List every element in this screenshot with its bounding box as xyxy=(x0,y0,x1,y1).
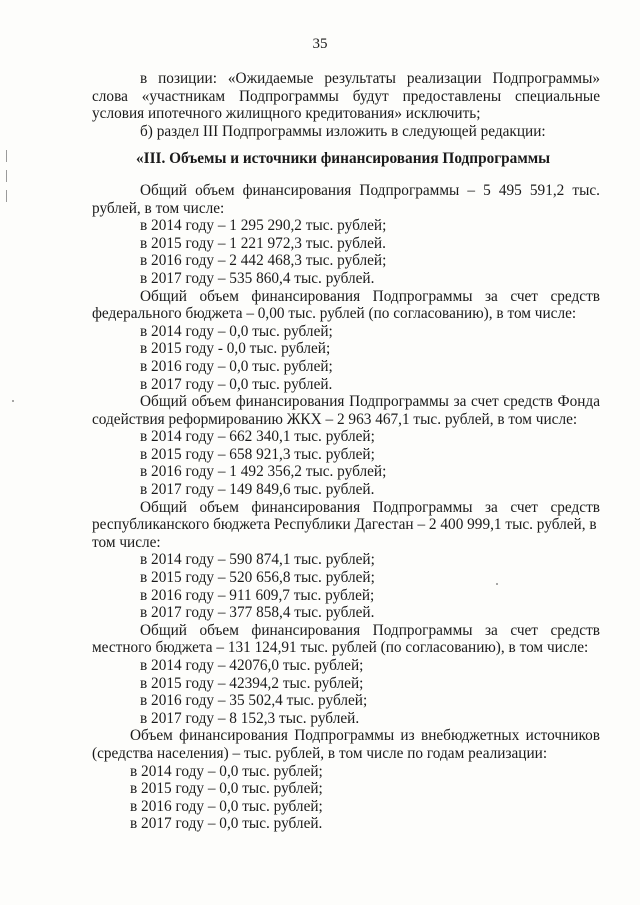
intro-line: слова «участникам Подпрограммы будут предоставлены специальные xyxy=(92,87,600,105)
page-number: 35 xyxy=(312,36,328,52)
intro-line: условия ипотечного жилищного кредитования» исключить; xyxy=(92,105,481,123)
republic-paragraph: республиканского бюджета Республики Дагестан – 2 400 999,1 тыс. рублей, в xyxy=(92,516,597,534)
federal-paragraph: Общий объем финансирования Подпрограммы за счет средств xyxy=(140,287,600,305)
extra-paragraph: Объем финансирования Подпрограммы из внебюджетных источников xyxy=(130,727,600,745)
total-paragraph: рублей, в том числе: xyxy=(92,199,225,217)
year-line: в 2014 году – 0,0 тыс. рублей; xyxy=(130,762,323,780)
year-line: в 2015 году – 658 921,3 тыс. рублей; xyxy=(140,445,375,463)
document-body xyxy=(92,70,600,833)
year-line: в 2015 году - 0,0 тыс. рублей; xyxy=(140,340,331,358)
year-line: в 2015 году – 0,0 тыс. рублей; xyxy=(130,780,323,798)
scan-speck xyxy=(12,400,14,402)
year-line: в 2014 году – 42076,0 тыс. рублей; xyxy=(140,657,364,674)
total-paragraph: Общий объем финансирования Подпрограммы – 5 495 591,2 тыс. xyxy=(140,181,600,199)
year-line: в 2016 году – 1 492 356,2 тыс. рублей; xyxy=(140,463,387,481)
republic-paragraph: том числе: xyxy=(92,533,161,551)
scan-binding-marks xyxy=(6,150,10,230)
year-line: в 2017 году – 149 849,6 тыс. рублей. xyxy=(140,481,375,499)
fund-paragraph: Общий объем финансирования Подпрограммы за счет средств Фонда xyxy=(140,393,600,411)
year-line: в 2015 году – 42394,2 тыс. рублей; xyxy=(140,674,364,692)
year-line: в 2017 году – 0,0 тыс. рублей. xyxy=(130,815,323,833)
intro-line: б) раздел III Подпрограммы изложить в следующей редакции: xyxy=(140,122,546,140)
year-line: в 2016 году – 0,0 тыс. рублей; xyxy=(140,357,333,375)
local-paragraph: местного бюджета – 131 124,91 тыс. рублей (по согласованию), в том числе: xyxy=(92,639,589,657)
republic-paragraph: Общий объем финансирования Подпрограммы за счет средств xyxy=(140,498,600,516)
year-line: в 2016 году – 2 442 468,3 тыс. рублей; xyxy=(140,252,387,270)
year-line: в 2014 году – 590 874,1 тыс. рублей; xyxy=(140,551,375,569)
intro-line: в позиции: «Ожидаемые результаты реализации Подпрограммы» xyxy=(140,70,600,87)
fund-paragraph: содействия реформированию ЖКХ – 2 963 467,1 тыс. рублей, в том числе: xyxy=(92,410,578,428)
year-line: в 2017 году – 8 152,3 тыс. рублей. xyxy=(140,709,360,727)
year-line: в 2014 году – 1 295 290,2 тыс. рублей; xyxy=(140,217,387,235)
year-line: в 2017 году – 535 860,4 тыс. рублей. xyxy=(140,269,375,287)
local-paragraph: Общий объем финансирования Подпрограммы за счет средств xyxy=(140,621,600,639)
year-line: в 2015 году – 520 656,8 тыс. рублей; xyxy=(140,569,375,587)
federal-paragraph: федерального бюджета – 0,00 тыс. рублей (по согласованию), в том числе: xyxy=(92,305,577,323)
year-line: в 2016 году – 0,0 тыс. рублей; xyxy=(130,797,323,815)
year-line: в 2016 году – 35 502,4 тыс. рублей; xyxy=(140,692,368,710)
year-line: в 2014 году – 662 340,1 тыс. рублей; xyxy=(140,428,375,446)
year-line: в 2017 году – 377 858,4 тыс. рублей. xyxy=(140,604,375,622)
year-line: в 2017 году – 0,0 тыс. рублей. xyxy=(140,375,333,393)
year-line: в 2014 году – 0,0 тыс. рублей; xyxy=(140,322,333,340)
extra-paragraph: (средства населения) – тыс. рублей, в том числе по годам реализации: xyxy=(92,744,548,762)
year-line: в 2015 году – 1 221 972,3 тыс. рублей. xyxy=(140,234,386,252)
year-line: в 2016 году – 911 609,7 тыс. рублей; xyxy=(140,586,375,604)
section-heading: «III. Объемы и источники финансирования Подпрограммы xyxy=(136,150,551,168)
